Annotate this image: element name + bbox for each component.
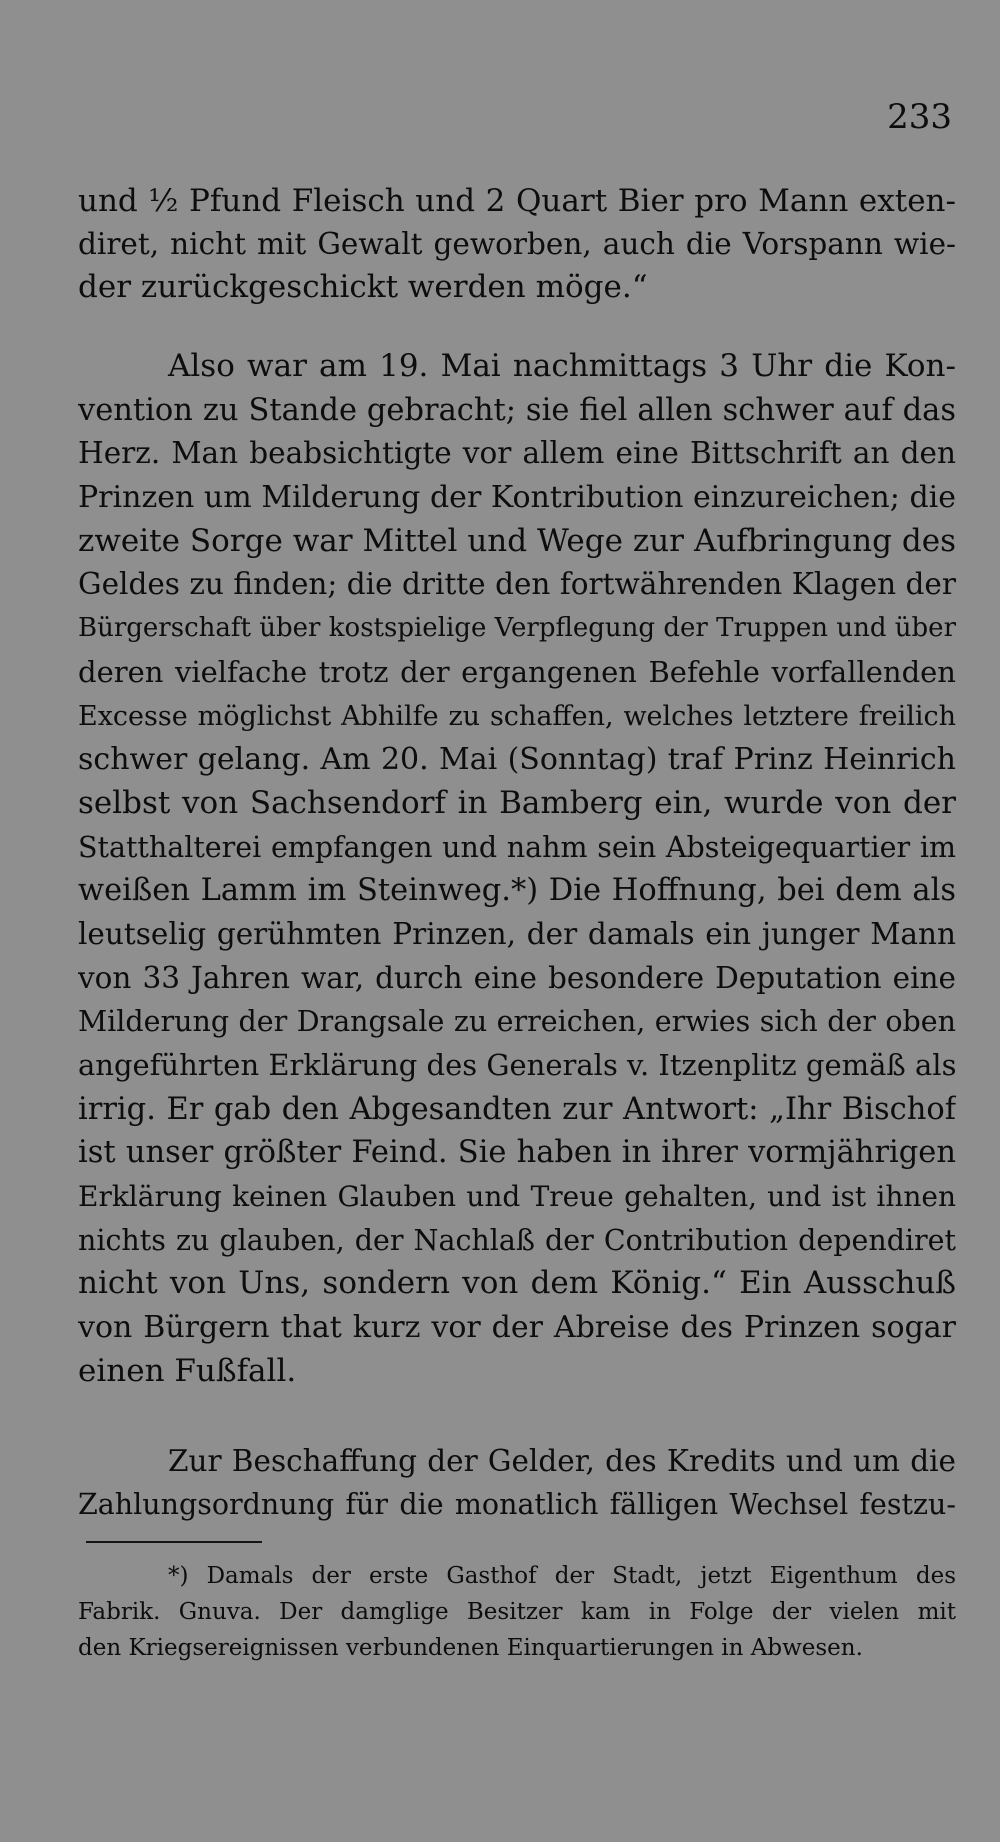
text-line: Excesse möglichst Abhilfe zu schaffen, welches letztere freilich xyxy=(78,700,956,732)
text-line: leutselig gerühmten Prinzen, der damals ein junger Mann xyxy=(78,916,956,951)
footnote xyxy=(78,1558,956,1666)
text-line: deren vielfache trotz der ergangenen Befehle vorfallenden xyxy=(78,654,956,689)
text-line: Erklärung keinen Glauben und Treue gehalten, und ist ihnen xyxy=(78,1180,956,1214)
text-line: Zur Beschaffung der Gelder, des Kredits und um die xyxy=(168,1444,956,1478)
footnote-line: den Kriegsereignissen verbundenen Einquartierungen in Abwesen. xyxy=(78,1635,863,1661)
text-line: ist unser größter Feind. Sie haben in ihrer vormjährigen xyxy=(78,1135,956,1171)
text-line: einen Fußfall. xyxy=(78,1352,297,1389)
text-line: angeführten Erklärung des Generals v. Itzenplitz gemäß als xyxy=(78,1048,956,1082)
text-line: Zahlungsordnung für die monatlich fälligen Wechsel festzu- xyxy=(78,1488,956,1521)
text-line: von Bürgern that kurz vor der Abreise des Prinzen sogar xyxy=(78,1310,956,1346)
footnote-divider xyxy=(86,1541,262,1543)
text-line: Also war am 19. Mai nachmittags 3 Uhr die Kon- xyxy=(168,348,956,384)
footnote-line: *) Damals der erste Gasthof der Stadt, jetzt Eigenthum des xyxy=(168,1563,956,1589)
text-line: zweite Sorge war Mittel und Wege zur Aufbringung des xyxy=(78,522,956,559)
text-line: diret, nicht mit Gewalt geworben, auch die Vorspann wie- xyxy=(78,227,956,261)
text-line: Milderung der Drangsale zu erreichen, erwies sich der oben xyxy=(78,1005,956,1039)
text-line: weißen Lamm im Steinweg.*) Die Hoffnung, bei dem als xyxy=(78,873,956,909)
text-line: schwer gelang. Am 20. Mai (Sonntag) traf Prinz Heinrich xyxy=(78,742,956,778)
text-line: Geldes zu finden; die dritte den fortwährenden Klagen der xyxy=(78,567,956,602)
text-line: nicht von Uns, sondern von dem König.“ Ein Ausschuß xyxy=(78,1265,956,1302)
paragraph-3 xyxy=(78,1440,956,1526)
page-number: 233 xyxy=(887,97,952,137)
footnote-line: Fabrik. Gnuva. Der damglige Besitzer kam in Folge der vielen mit xyxy=(78,1599,956,1625)
text-line: vention zu Stande gebracht; sie fiel allen schwer auf das xyxy=(78,392,956,428)
text-line: Bürgerschaft über kostspielige Verpflegung der Truppen und über xyxy=(78,613,956,644)
text-line: Prinzen um Milderung der Kontribution einzureichen; die xyxy=(78,480,956,516)
text-line: von 33 Jahren war, durch eine besondere Deputation eine xyxy=(78,960,956,995)
paragraph-1 xyxy=(78,180,956,309)
text-line: nichts zu glauben, der Nachlaß der Contribution dependiret xyxy=(78,1223,956,1257)
text-line: Herz. Man beabsichtigte vor allem eine Bittschrift an den xyxy=(78,436,956,471)
text-line: und ½ Pfund Fleisch und 2 Quart Bier pro Mann exten- xyxy=(78,183,956,219)
text-line: selbst von Sachsendorf in Bamberg ein, wurde von der xyxy=(78,784,956,821)
paragraph-2 xyxy=(78,345,956,1394)
text-line: der zurückgeschickt werden möge.“ xyxy=(78,269,648,305)
text-line: Statthalterei empfangen und nahm sein Absteigequartier im xyxy=(78,830,956,864)
text-line: irrig. Er gab den Abgesandten zur Antwort: „Ihr Bischof xyxy=(78,1091,956,1127)
